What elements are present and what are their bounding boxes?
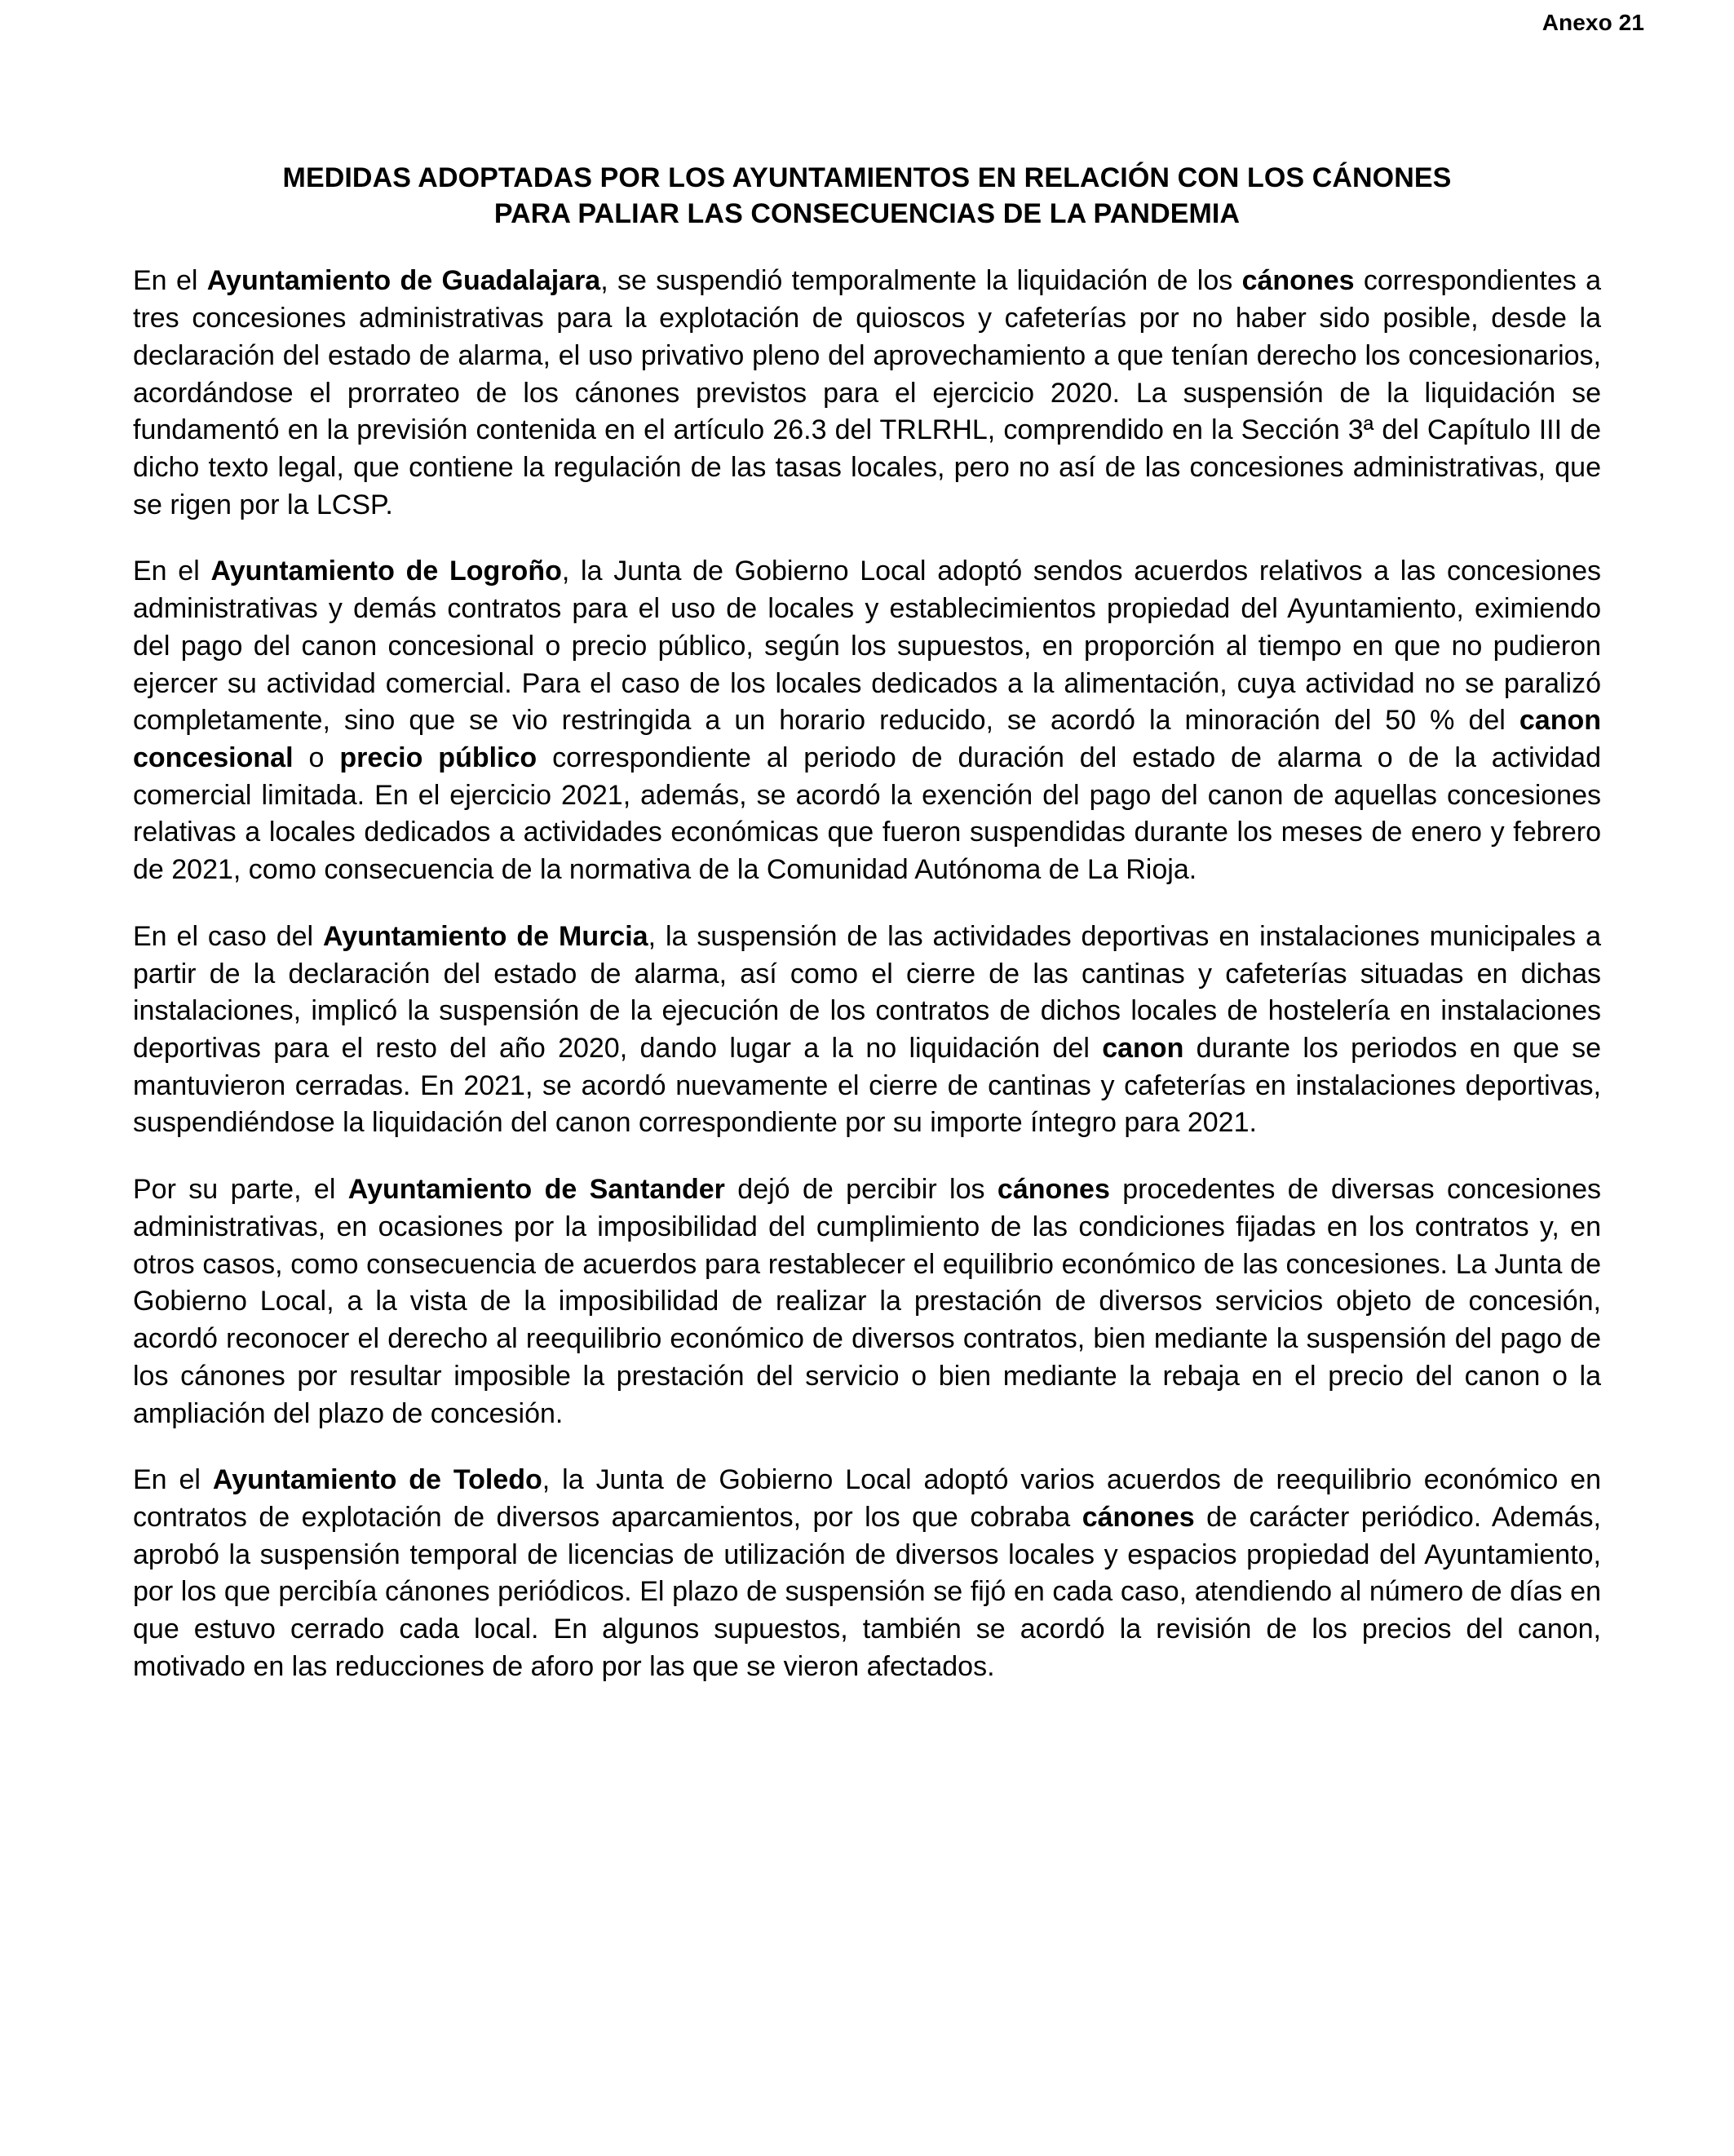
paragraph-logrono xyxy=(133,553,1601,888)
term-canones: cánones xyxy=(997,1174,1110,1206)
document-body xyxy=(133,160,1601,1686)
paragraph-guadalajara xyxy=(133,263,1601,524)
text-run: procedentes de diversas concesiones administrativas, en ocasiones por la imposibilidad del cumplimiento de las condiciones fijadas en los contratos y, en otros casos, como consecuencia de acuerdos para restablecer el equilibrio económico de las concesiones. La Junta de Gobierno Local, a la vista de la imposibilidad de realizar la prestación de diversos servicios objeto de concesión, acordó reconocer el derecho al reequilibrio económico de diversos contratos, bien mediante la suspensión del pago de los cánones por resultar imposible la prestación del servicio o bien mediante la rebaja en el precio del canon o la ampliación del plazo de concesión. xyxy=(133,1174,1601,1429)
entity-ayuntamiento-guadalajara: Ayuntamiento de Guadalajara xyxy=(206,265,601,297)
text-run: En el xyxy=(133,1464,213,1496)
text-run: o xyxy=(293,742,340,773)
term-precio-publico: precio público xyxy=(339,742,537,773)
term-canones: cánones xyxy=(1241,265,1355,297)
entity-ayuntamiento-toledo: Ayuntamiento de Toledo xyxy=(212,1464,542,1496)
page-title-line-1: MEDIDAS ADOPTADAS POR LOS AYUNTAMIENTOS EN RELACIÓN CON LOS CÁNONES xyxy=(282,162,1452,193)
term-canones: cánones xyxy=(1082,1501,1195,1533)
text-run: , la suspensión de las actividades deportivas en instalaciones municipales a partir de la declaración del estado de alarma, así como el cierre de las cantinas y cafeterías situadas en dichas instalaciones, implicó la suspensión de la ejecución de los contratos de dichos locales de hostelería en instalaciones deportivas para el resto del año 2020, dando lugar a la no liquidación del xyxy=(133,920,1602,1065)
text-run: , se suspendió temporalmente la liquidación de los xyxy=(600,265,1242,297)
text-run: durante los periodos en que se mantuvieron cerradas. En 2021, se acordó nuevamente el cierre de cantinas y cafeterías en instalaciones deportivas, suspendiéndose la liquidación del canon correspondiente por su importe íntegro para 2021. xyxy=(133,1033,1602,1139)
text-run: correspondientes a tres concesiones administrativas para la explotación de quioscos y cafeterías por no haber sido posible, desde la declaración del estado de alarma, el uso privativo pleno del aprovechamiento a que tenían derecho los concesionarios, acordándose el prorrateo de los cánones previstos para el ejercicio 2020. La suspensión de la liquidación se fundamentó en la previsión contenida en el artículo 26.3 del TRLRHL, comprendido en la Sección 3ª del Capítulo III de dicho texto legal, que contiene la regulación de las tasas locales, pero no así de las concesiones administrativas, que se rigen por la LCSP. xyxy=(133,265,1601,520)
entity-ayuntamiento-logrono: Ayuntamiento de Logroño xyxy=(210,556,562,587)
text-run: de carácter periódico. Además, aprobó la suspensión temporal de licencias de utilización de diversos locales y espacios propiedad del Ayuntamiento, por los que percibía cánones periódicos. El plazo de suspensión se fijó en cada caso, atendiendo al número de días en que estuvo cerrado cada local. En algunos supuestos, también se acordó la revisión de los precios del canon, motivado en las reducciones de aforo por las que se vieron afectados. xyxy=(133,1501,1601,1682)
term-canon: canon xyxy=(1102,1033,1184,1065)
text-run: En el xyxy=(133,265,207,297)
text-run: correspondiente al periodo de duración del estado de alarma o de la actividad comercial limitada. En el ejercicio 2021, además, se acordó la exención del pago del canon de aquellas concesiones relativas a locales dedicados a actividades económicas que fueron suspendidas durante los meses de enero y febrero de 2021, como consecuencia de la normativa de la Comunidad Autónoma de La Rioja. xyxy=(133,742,1601,886)
page-header-annex: Anexo 21 xyxy=(1542,10,1644,35)
paragraph-toledo xyxy=(133,1462,1601,1685)
page-title-line-2: PARA PALIAR LAS CONSECUENCIAS DE LA PANDEMIA xyxy=(493,198,1241,230)
text-run: , la Junta de Gobierno Local adoptó sendos acuerdos relativos a las concesiones administrativas y demás contratos para el uso de locales y establecimientos propiedad del Ayuntamiento, eximiendo del pago del canon concesional o precio público, según los supuestos, en proporción al tiempo en que no pudieron ejercer su actividad comercial. Para el caso de los locales dedicados a la alimentación, cuya actividad no se paralizó completamente, sino que se vio restringida a un horario reducido, se acordó la minoración del 50 % del xyxy=(133,556,1601,737)
entity-ayuntamiento-murcia: Ayuntamiento de Murcia xyxy=(323,920,648,952)
text-run: En el xyxy=(133,556,211,587)
text-run: , la Junta de Gobierno Local adoptó varios acuerdos de reequilibrio económico en contratos de explotación de diversos aparcamientos, por los que cobraba xyxy=(133,1464,1601,1533)
term-canon-concesional: canon concesional xyxy=(133,705,1601,773)
paragraph-murcia xyxy=(133,919,1601,1142)
text-run: En el caso del xyxy=(133,920,324,952)
entity-ayuntamiento-santander: Ayuntamiento de Santander xyxy=(347,1174,725,1206)
paragraph-santander xyxy=(133,1171,1601,1432)
text-run: dejó de percibir los xyxy=(724,1174,997,1206)
text-run: Por su parte, el xyxy=(133,1174,348,1206)
page-title xyxy=(133,160,1601,232)
